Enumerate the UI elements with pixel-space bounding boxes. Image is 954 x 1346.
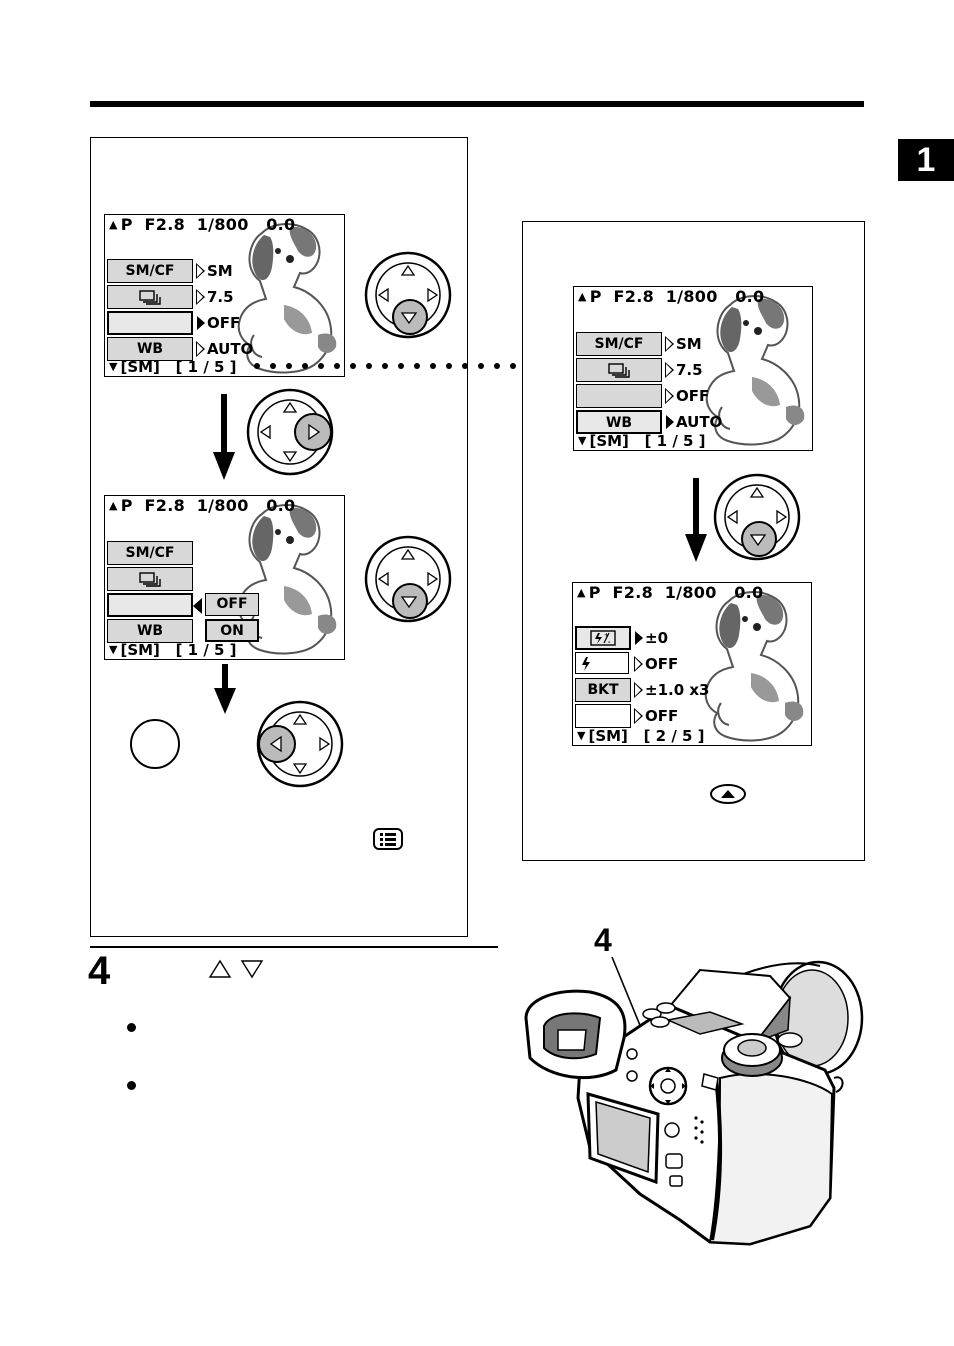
down-arrow-icon: ▼	[109, 360, 118, 373]
camera-illustration	[520, 958, 865, 1248]
flash-compensation-icon	[590, 630, 616, 646]
dog-photo	[681, 583, 811, 746]
flow-arrow-icon	[212, 664, 238, 716]
step-number: 4	[88, 949, 111, 993]
pointer-icon	[635, 657, 643, 671]
up-arrow-outline-icon	[208, 959, 232, 979]
pointer-filled-icon	[197, 316, 205, 330]
left-procedure-panel	[90, 137, 468, 937]
menu-tab-selected-blank	[107, 593, 193, 617]
page-indicator: [SM] [ 2 / 5 ]	[588, 727, 705, 745]
menu-value-auto: AUTO	[207, 340, 254, 358]
option-off: OFF	[205, 593, 259, 616]
lcd-screen-submenu	[104, 495, 345, 660]
menu-value-off: OFF	[676, 387, 710, 405]
menu-tab-smcf: SM/CF	[107, 541, 193, 565]
top-rule	[90, 101, 864, 107]
pointer-icon	[666, 363, 674, 377]
bullet-point	[127, 1081, 136, 1090]
down-arrow-icon: ▼	[577, 729, 586, 742]
bullet-point	[127, 1023, 136, 1032]
status-bar: P F2.8 1/800 0.0	[589, 287, 765, 306]
lcd-screen-main-menu	[104, 214, 345, 377]
menu-tab-flash-intensity	[575, 652, 629, 674]
pointer-icon	[635, 709, 643, 723]
pointer-icon	[197, 290, 205, 304]
menu-tab-smcf: SM/CF	[107, 259, 193, 283]
flow-arrow-icon	[211, 394, 237, 482]
menu-value-7-5: 7.5	[676, 361, 703, 379]
svg-text:-: -	[608, 639, 611, 646]
menu-tab-blank	[575, 704, 631, 728]
sequential-shooting-icon	[138, 289, 162, 305]
option-on: ON	[205, 619, 259, 642]
pointer-icon	[197, 264, 205, 278]
menu-tab-wb: WB	[107, 619, 193, 643]
step-separator	[90, 946, 498, 948]
arrow-pad-down-icon	[363, 534, 453, 624]
menu-tab-flash-compensation	[575, 626, 631, 650]
dotted-connector-line	[252, 359, 526, 373]
menu-value-off: OFF	[207, 314, 241, 332]
menu-value-7-5: 7.5	[207, 288, 234, 306]
menu-tab-blank	[576, 384, 662, 408]
menu-value-off: OFF	[645, 707, 679, 725]
menu-value-flash-comp: ±0	[645, 629, 669, 647]
up-arrow-icon: ▲	[578, 290, 587, 303]
sequential-shooting-icon	[607, 362, 631, 378]
camera-callout-number: 4	[594, 922, 612, 958]
menu-tab-wb-selected: WB	[576, 410, 662, 434]
arrow-pad-down-icon	[712, 472, 802, 562]
up-arrow-icon: ▲	[109, 499, 118, 512]
menu-value-sm: SM	[676, 335, 702, 353]
page-indicator: [SM] [ 1 / 5 ]	[589, 432, 706, 450]
status-bar: P F2.8 1/800 0.0	[120, 496, 296, 515]
pointer-icon	[666, 389, 674, 403]
menu-tab-drive	[107, 285, 193, 309]
lcd-screen-page-2	[572, 582, 812, 746]
right-procedure-panel	[522, 221, 865, 861]
status-bar: P F2.8 1/800 0.0	[120, 215, 296, 234]
down-arrow-outline-icon	[240, 959, 264, 979]
page-indicator: [SM] [ 1 / 5 ]	[120, 641, 237, 659]
menu-tab-drive	[107, 567, 193, 591]
up-arrow-icon: ▲	[109, 218, 118, 231]
arrow-pad-down-icon	[363, 250, 453, 340]
menu-tab-wb: WB	[107, 337, 193, 361]
up-arrow-icon: ▲	[577, 586, 586, 599]
menu-button-icon	[373, 828, 403, 850]
arrow-pad-left-icon	[251, 699, 345, 789]
flow-arrow-icon	[683, 478, 709, 564]
menu-value-sm: SM	[207, 262, 233, 280]
pointer-left-icon	[193, 598, 202, 614]
ok-button-icon	[130, 719, 180, 769]
menu-value-bkt: ±1.0 x3	[645, 681, 710, 699]
pointer-icon	[666, 337, 674, 351]
pointer-filled-icon	[635, 631, 643, 645]
menu-tab-selected-blank	[107, 311, 193, 335]
chapter-tab: 1	[898, 139, 954, 181]
arrow-pad-right-icon	[245, 388, 339, 476]
menu-tab-bkt: BKT	[575, 678, 631, 702]
down-arrow-icon: ▼	[578, 434, 587, 447]
pointer-icon	[635, 683, 643, 697]
pointer-icon	[197, 342, 205, 356]
page-indicator: [SM] [ 1 / 5 ]	[120, 358, 237, 376]
down-arrow-icon: ▼	[109, 643, 118, 656]
pointer-filled-icon	[666, 415, 674, 429]
up-button-icon	[709, 783, 747, 805]
status-bar: P F2.8 1/800 0.0	[588, 583, 764, 602]
menu-tab-drive	[576, 358, 662, 382]
menu-tab-smcf: SM/CF	[576, 332, 662, 356]
sequential-shooting-icon	[138, 571, 162, 587]
lcd-screen-main-menu-2	[573, 286, 813, 451]
svg-text:+: +	[604, 632, 610, 639]
menu-value-auto: AUTO	[676, 413, 723, 431]
menu-value-flash-off: OFF	[645, 655, 679, 673]
flash-icon	[580, 656, 592, 672]
